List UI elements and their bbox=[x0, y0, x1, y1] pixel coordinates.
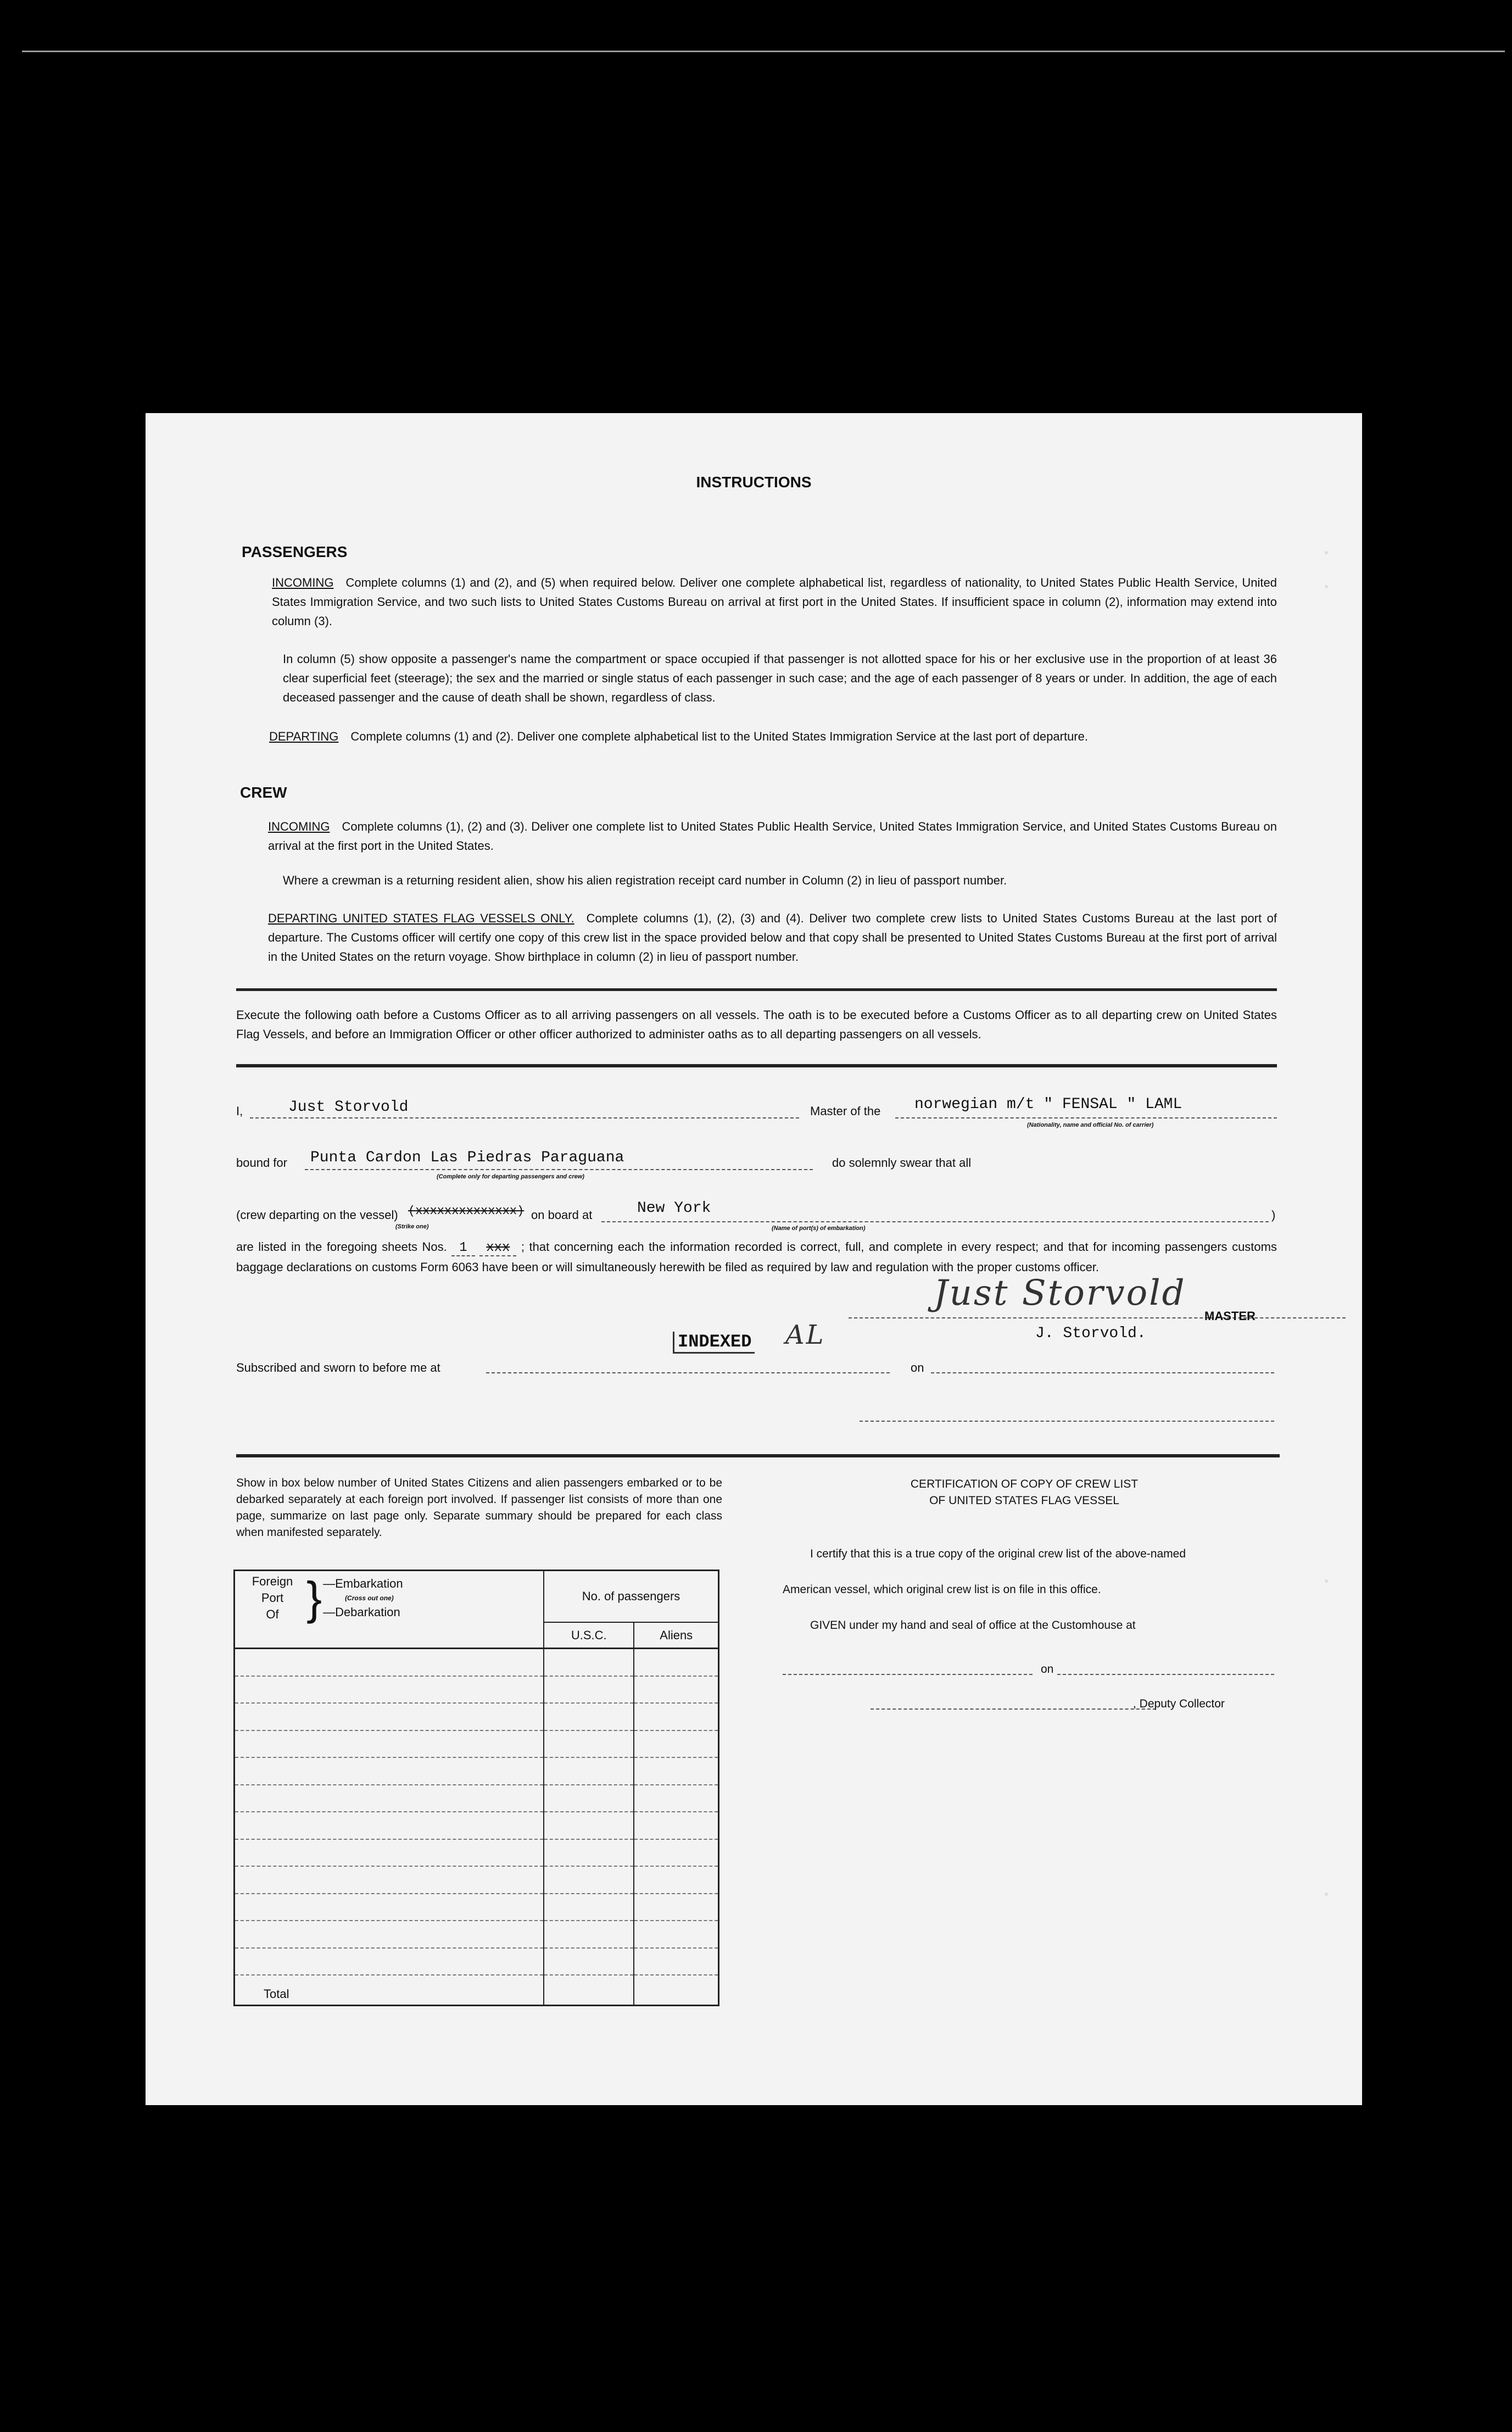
summary-instructions: Show in box below number of United States Citizens and alien passengers embarked or to be debarked separately at each foreign port involved. If passenger list consists of more than one page, summarize on last page only. Separate summary should be prepared for each class when manifested separately. bbox=[236, 1477, 722, 1539]
subscribed-label: Subscribed and sworn to before me at bbox=[236, 1361, 440, 1374]
crew-incoming-label: INCOMING bbox=[268, 820, 330, 833]
master-of-label: Master of the bbox=[810, 1104, 881, 1118]
certification-date-line bbox=[1057, 1674, 1274, 1675]
oath-statement bbox=[236, 1237, 1277, 1277]
aliens-header: Aliens bbox=[634, 1622, 718, 1648]
vessel-caption: (Nationality, name and official No. of carrier) bbox=[1027, 1122, 1154, 1128]
oath-i-label: I, bbox=[236, 1104, 243, 1118]
deputy-collector-label: , Deputy Collector bbox=[1133, 1698, 1225, 1710]
stamp-initials: AL bbox=[785, 1320, 825, 1350]
crew-incoming-paragraph bbox=[268, 817, 1277, 855]
summary-row bbox=[235, 1866, 719, 1894]
scan-speck bbox=[1325, 585, 1328, 588]
destination-line bbox=[305, 1169, 813, 1170]
summary-row bbox=[235, 1948, 719, 1975]
summary-row bbox=[235, 1812, 719, 1839]
summary-row bbox=[235, 1894, 719, 1921]
port-line bbox=[601, 1221, 1269, 1222]
struck-passengers-option: (xxxxxxxxxxxxxx) bbox=[408, 1204, 525, 1218]
summary-row bbox=[235, 1703, 719, 1730]
embarkation-port: New York bbox=[637, 1200, 711, 1217]
of-label: Of bbox=[266, 1607, 279, 1621]
passengers-incoming-label: INCOMING bbox=[272, 576, 334, 589]
subscribed-place-line bbox=[486, 1372, 890, 1373]
master-label: MASTER bbox=[1204, 1309, 1256, 1323]
summary-divider bbox=[236, 1454, 1280, 1457]
scan-speck bbox=[1325, 1893, 1328, 1896]
typed-signature: J. Storvold. bbox=[1035, 1325, 1146, 1342]
bound-for-label: bound for bbox=[236, 1156, 287, 1170]
crew-departing-label: DEPARTING UNITED STATES FLAG VESSELS ONLY. bbox=[268, 911, 574, 925]
certification-heading-line1: CERTIFICATION OF COPY OF CREW LIST bbox=[910, 1478, 1139, 1490]
sheet-to: xxx bbox=[479, 1240, 516, 1256]
signature-line bbox=[849, 1317, 1346, 1318]
on-board-label: on board at bbox=[531, 1208, 593, 1222]
vessel-name: norwegian m/t " FENSAL " LAML bbox=[914, 1096, 1182, 1113]
crew-departing-paragraph bbox=[268, 909, 1277, 966]
certification-text-2: American vessel, which original crew list is on file in this office. bbox=[783, 1583, 1101, 1596]
crew-heading: CREW bbox=[240, 784, 287, 801]
passengers-departing-paragraph bbox=[269, 727, 1277, 746]
master-name: Just Storvold bbox=[288, 1099, 409, 1116]
page-title: INSTRUCTIONS bbox=[696, 474, 812, 491]
strike-caption: (Strike one) bbox=[395, 1223, 429, 1230]
no-of-passengers-header: No. of passengers bbox=[544, 1571, 719, 1623]
scan-speck bbox=[1325, 1579, 1328, 1583]
summary-row bbox=[235, 1757, 719, 1785]
foreign-port-header: Foreign Port Of } —Embarkation (Cross out one) —Debarkation bbox=[235, 1571, 544, 1649]
deputy-signature-line bbox=[871, 1708, 1156, 1710]
destination-caption: (Complete only for departing passengers and crew) bbox=[437, 1173, 584, 1180]
sheets-label: are listed in the foregoing sheets Nos. bbox=[236, 1240, 447, 1254]
oath-instruction: Execute the following oath before a Customs Officer as to all arriving passengers on all vessels. The oath is to be executed before a Customs Officer as to all departing crew on United States Flag Vessels, and before an Immigration Officer or other officer authorized to administer oaths as to all departing passengers on all vessels. bbox=[236, 1008, 1277, 1041]
summary-row bbox=[235, 1676, 719, 1704]
port-label: Port bbox=[261, 1591, 284, 1605]
crew-incoming-text: Complete columns (1), (2) and (3). Deliver one complete list to United States Public Health Service, United States Immigration Service, and United States Customs Bureau on arrival at the first port in the United States. bbox=[268, 820, 1277, 853]
cross-out-caption: (Cross out one) bbox=[345, 1594, 394, 1602]
summary-header-row bbox=[235, 1571, 719, 1623]
passengers-departing-label: DEPARTING bbox=[269, 730, 339, 743]
passenger-summary-table bbox=[233, 1570, 719, 2006]
total-label: Total bbox=[235, 1975, 544, 2005]
certification-heading-line2: OF UNITED STATES FLAG VESSEL bbox=[929, 1494, 1119, 1507]
crew-resident-paragraph: Where a crewman is a returning resident alien, show his alien registration receipt card number in Column (2) in lieu of passport number. bbox=[283, 873, 1007, 887]
section-divider bbox=[236, 988, 1277, 991]
summary-total-row bbox=[235, 1975, 719, 2005]
subscribed-date-line bbox=[931, 1372, 1274, 1373]
customhouse-line bbox=[783, 1674, 1033, 1675]
swear-label: do solemnly swear that all bbox=[832, 1156, 972, 1170]
scan-border-line bbox=[22, 51, 1505, 52]
master-signature: Just Storvold bbox=[934, 1273, 1186, 1314]
indexed-stamp: INDEXED bbox=[673, 1332, 755, 1354]
foreign-label: Foreign bbox=[252, 1574, 293, 1588]
passengers-column5-paragraph: In column (5) show opposite a passenger's name the compartment or space occupied if that passenger is not allotted space for his or her exclusive use in the proportion of at least 36 clear superficial feet (steerage); the sex and the married or single status of each passenger in such case; and the age of each passenger of 8 years or under. In addition, the age of each deceased passenger and the cause of death shall be shown, regardless of class. bbox=[283, 652, 1277, 704]
crew-departing-label: (crew departing on the vessel) bbox=[236, 1208, 398, 1222]
vessel-line bbox=[895, 1117, 1277, 1118]
oath-divider bbox=[236, 1064, 1277, 1067]
certification-on-label: on bbox=[1041, 1663, 1054, 1676]
sheet-from: 1 bbox=[451, 1240, 475, 1256]
certification-heading bbox=[777, 1476, 1271, 1509]
document-page bbox=[146, 413, 1362, 2105]
summary-row bbox=[235, 1785, 719, 1812]
debarkation-option: —Debarkation bbox=[323, 1605, 400, 1619]
embarkation-option: —Embarkation bbox=[323, 1577, 403, 1590]
summary-row bbox=[235, 1839, 719, 1867]
oath-body: ; that concerning each the information recorded is correct, full, and complete in every respect; and that for incoming passengers customs baggage declarations on customs Form 6063 have been or will simultaneously herewith be filed as required by law and regulation with the proper customs officer. bbox=[236, 1240, 1277, 1274]
subscribed-on-label: on bbox=[911, 1361, 924, 1374]
summary-row bbox=[235, 1649, 719, 1676]
summary-row bbox=[235, 1730, 719, 1758]
passengers-heading: PASSENGERS bbox=[242, 543, 348, 560]
certification-given: GIVEN under my hand and seal of office at the Customhouse at bbox=[810, 1619, 1136, 1632]
destination: Punta Cardon Las Piedras Paraguana bbox=[310, 1149, 624, 1166]
usc-header: U.S.C. bbox=[544, 1622, 634, 1648]
certification-text-1: I certify that this is a true copy of the original crew list of the above-named bbox=[810, 1548, 1186, 1560]
passengers-departing-text: Complete columns (1) and (2). Deliver one complete alphabetical list to the United States Immigration Service at the last port of departure. bbox=[350, 730, 1088, 743]
summary-row bbox=[235, 1921, 719, 1948]
port-caption: (Name of port(s) of embarkation) bbox=[772, 1225, 866, 1232]
master-name-line bbox=[250, 1117, 799, 1118]
scan-speck bbox=[1325, 551, 1328, 554]
passengers-incoming-paragraph bbox=[272, 573, 1277, 631]
passengers-incoming-text: Complete columns (1) and (2), and (5) when required below. Deliver one complete alphabetical list, regardless of nationality, to United States Public Health Service, United States Immigration Service, and two such lists to United States Customs Bureau on arrival at first port in the United States. If insufficient space in column (2), information may extend into column (3). bbox=[272, 576, 1277, 628]
crew-departing-text: Complete columns (1), (2), (3) and (4). Deliver two complete crew lists to United States Customs Bureau at the last port of departure. The Customs officer will certify one copy of this crew list in the space provided below and that copy shall be presented to United States Customs Bureau at the first port of arrival in the United States on the return voyage. Show birthplace in column (2) in lieu of passport number. bbox=[268, 911, 1277, 964]
officer-signature-line bbox=[860, 1421, 1274, 1422]
close-paren: ) bbox=[1271, 1208, 1276, 1222]
